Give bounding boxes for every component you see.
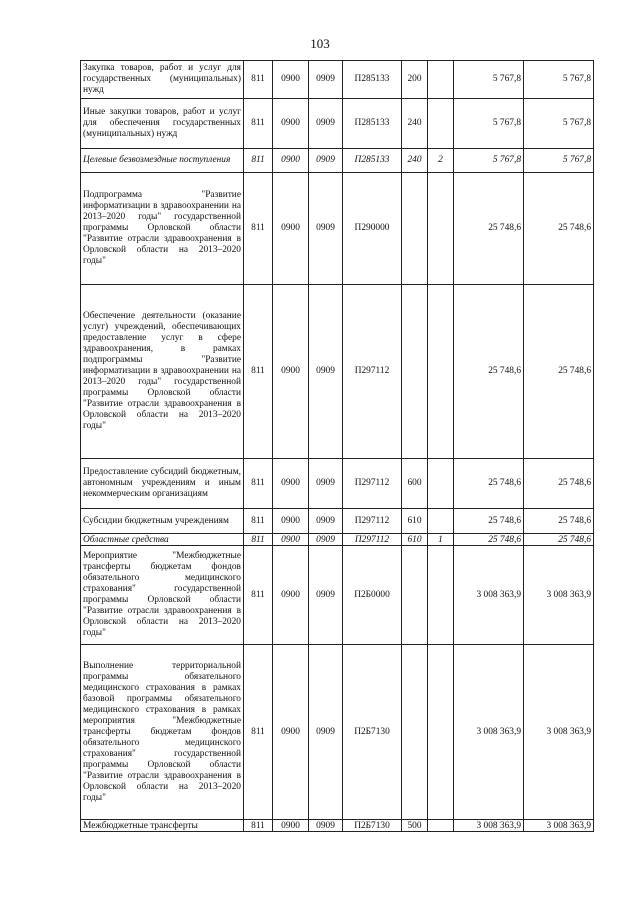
code-grbs: 811 (244, 820, 273, 832)
row-name: Закупка товаров, работ и услуг для государственных (муниципальных) нужд (81, 61, 244, 99)
row-name: Подпрограмма "Развитие информатизации в здравоохранении на 2013–2020 годы" государственной программы Орловской области "Развитие отрасли здравоохранения в Орловской области на 2013–2020 годы" (81, 173, 244, 285)
amount-2: 25 748,6 (524, 534, 594, 546)
table-row (81, 546, 594, 645)
amount-2: 5 767,8 (524, 149, 594, 173)
table-row (81, 534, 594, 546)
code-grbs: 811 (244, 61, 273, 99)
code-grbs: 811 (244, 546, 273, 645)
code-grbs: 811 (244, 149, 273, 173)
code-grbs: 811 (244, 285, 273, 459)
table-row (81, 459, 594, 509)
page-number: 103 (310, 36, 330, 51)
code-section: 0900 (273, 820, 309, 832)
code-source (428, 645, 454, 820)
code-source (428, 820, 454, 832)
code-target: П290000 (343, 173, 402, 285)
row-name: Областные средства (81, 534, 244, 546)
code-expense-type: 610 (402, 509, 428, 534)
code-target: П297112 (343, 459, 402, 509)
amount-2: 3 008 363,9 (524, 546, 594, 645)
table-row (81, 645, 594, 820)
code-source (428, 99, 454, 149)
code-subsection: 0909 (309, 509, 343, 534)
code-expense-type: 240 (402, 99, 428, 149)
code-expense-type (402, 285, 428, 459)
row-name: Межбюджетные трансферты (81, 820, 244, 832)
amount-1: 25 748,6 (454, 534, 524, 546)
code-subsection: 0909 (309, 534, 343, 546)
code-subsection: 0909 (309, 173, 343, 285)
code-expense-type (402, 546, 428, 645)
code-section: 0900 (273, 534, 309, 546)
code-section: 0900 (273, 459, 309, 509)
code-subsection: 0909 (309, 546, 343, 645)
code-source (428, 459, 454, 509)
code-expense-type (402, 645, 428, 820)
code-target: П2Б7130 (343, 820, 402, 832)
code-target: П297112 (343, 534, 402, 546)
code-source: 2 (428, 149, 454, 173)
code-expense-type: 600 (402, 459, 428, 509)
row-name: Мероприятие "Межбюджетные трансферты бюджетам фондов обязательного медицинского страхования" государственной программы Орловской области "Развитие отрасли здравоохранения в Орловской области на 2013–2020 годы" (81, 546, 244, 645)
amount-2: 25 748,6 (524, 509, 594, 534)
code-grbs: 811 (244, 99, 273, 149)
code-grbs: 811 (244, 534, 273, 546)
code-subsection: 0909 (309, 61, 343, 99)
amount-1: 3 008 363,9 (454, 546, 524, 645)
code-grbs: 811 (244, 509, 273, 534)
amount-2: 3 008 363,9 (524, 820, 594, 832)
code-target: П297112 (343, 509, 402, 534)
amount-2: 25 748,6 (524, 285, 594, 459)
table-row (81, 285, 594, 459)
table-row (81, 820, 594, 832)
table-row (81, 509, 594, 534)
amount-1: 25 748,6 (454, 509, 524, 534)
row-name: Предоставление субсидий бюджетным, автономным учреждениям и иным некоммерческим организациям (81, 459, 244, 509)
code-section: 0900 (273, 149, 309, 173)
amount-2: 25 748,6 (524, 459, 594, 509)
code-expense-type: 240 (402, 149, 428, 173)
code-expense-type: 500 (402, 820, 428, 832)
code-grbs: 811 (244, 645, 273, 820)
code-target: П297112 (343, 285, 402, 459)
code-source (428, 509, 454, 534)
code-grbs: 811 (244, 173, 273, 285)
amount-1: 25 748,6 (454, 173, 524, 285)
code-section: 0900 (273, 173, 309, 285)
amount-1: 5 767,8 (454, 99, 524, 149)
amount-1: 5 767,8 (454, 61, 524, 99)
code-expense-type: 200 (402, 61, 428, 99)
row-name: Субсидии бюджетным учреждениям (81, 509, 244, 534)
code-target: П285133 (343, 99, 402, 149)
code-subsection: 0909 (309, 459, 343, 509)
code-grbs: 811 (244, 459, 273, 509)
code-section: 0900 (273, 509, 309, 534)
code-subsection: 0909 (309, 285, 343, 459)
amount-1: 5 767,8 (454, 149, 524, 173)
code-source (428, 546, 454, 645)
code-source (428, 61, 454, 99)
table-row (81, 61, 594, 99)
code-source (428, 285, 454, 459)
code-subsection: 0909 (309, 645, 343, 820)
code-source: 1 (428, 534, 454, 546)
row-name: Целевые безвозмездные поступления (81, 149, 244, 173)
amount-1: 3 008 363,9 (454, 645, 524, 820)
amount-2: 25 748,6 (524, 173, 594, 285)
code-section: 0900 (273, 99, 309, 149)
code-expense-type: 610 (402, 534, 428, 546)
code-source (428, 173, 454, 285)
code-section: 0900 (273, 546, 309, 645)
code-target: П2Б0000 (343, 546, 402, 645)
amount-2: 3 008 363,9 (524, 645, 594, 820)
table-row (81, 173, 594, 285)
code-target: П285133 (343, 61, 402, 99)
code-target: П2Б7130 (343, 645, 402, 820)
budget-table (80, 60, 594, 832)
code-section: 0900 (273, 645, 309, 820)
row-name: Иные закупки товаров, работ и услуг для обеспечения государственных (муниципальных) нужд (81, 99, 244, 149)
code-subsection: 0909 (309, 149, 343, 173)
code-target: П285133 (343, 149, 402, 173)
amount-2: 5 767,8 (524, 61, 594, 99)
code-section: 0900 (273, 61, 309, 99)
row-name: Выполнение территориальной программы обязательного медицинского страхования в рамках базовой программы обязательного медицинского страхования в рамках мероприятия "Межбюджетные трансферты бюджетам фондов обязательного медицинского страхования" государственной программы Орловской области "Развитие отрасли здравоохранения в Орловской области на 2013–2020 годы" (81, 645, 244, 820)
amount-1: 25 748,6 (454, 285, 524, 459)
table-row (81, 99, 594, 149)
table-row (81, 149, 594, 173)
row-name: Обеспечение деятельности (оказание услуг) учреждений, обеспечивающих предоставление услуг в сфере здравоохранения, в рамках подпрограммы "Развитие информатизации в здравоохранении на 2013–2020 годы" государственной программы Орловской области "Развитие отрасли здравоохранения в Орловской области на 2013–2020 годы" (81, 285, 244, 459)
code-section: 0900 (273, 285, 309, 459)
code-subsection: 0909 (309, 99, 343, 149)
code-expense-type (402, 173, 428, 285)
amount-1: 25 748,6 (454, 459, 524, 509)
amount-1: 3 008 363,9 (454, 820, 524, 832)
amount-2: 5 767,8 (524, 99, 594, 149)
code-subsection: 0909 (309, 820, 343, 832)
